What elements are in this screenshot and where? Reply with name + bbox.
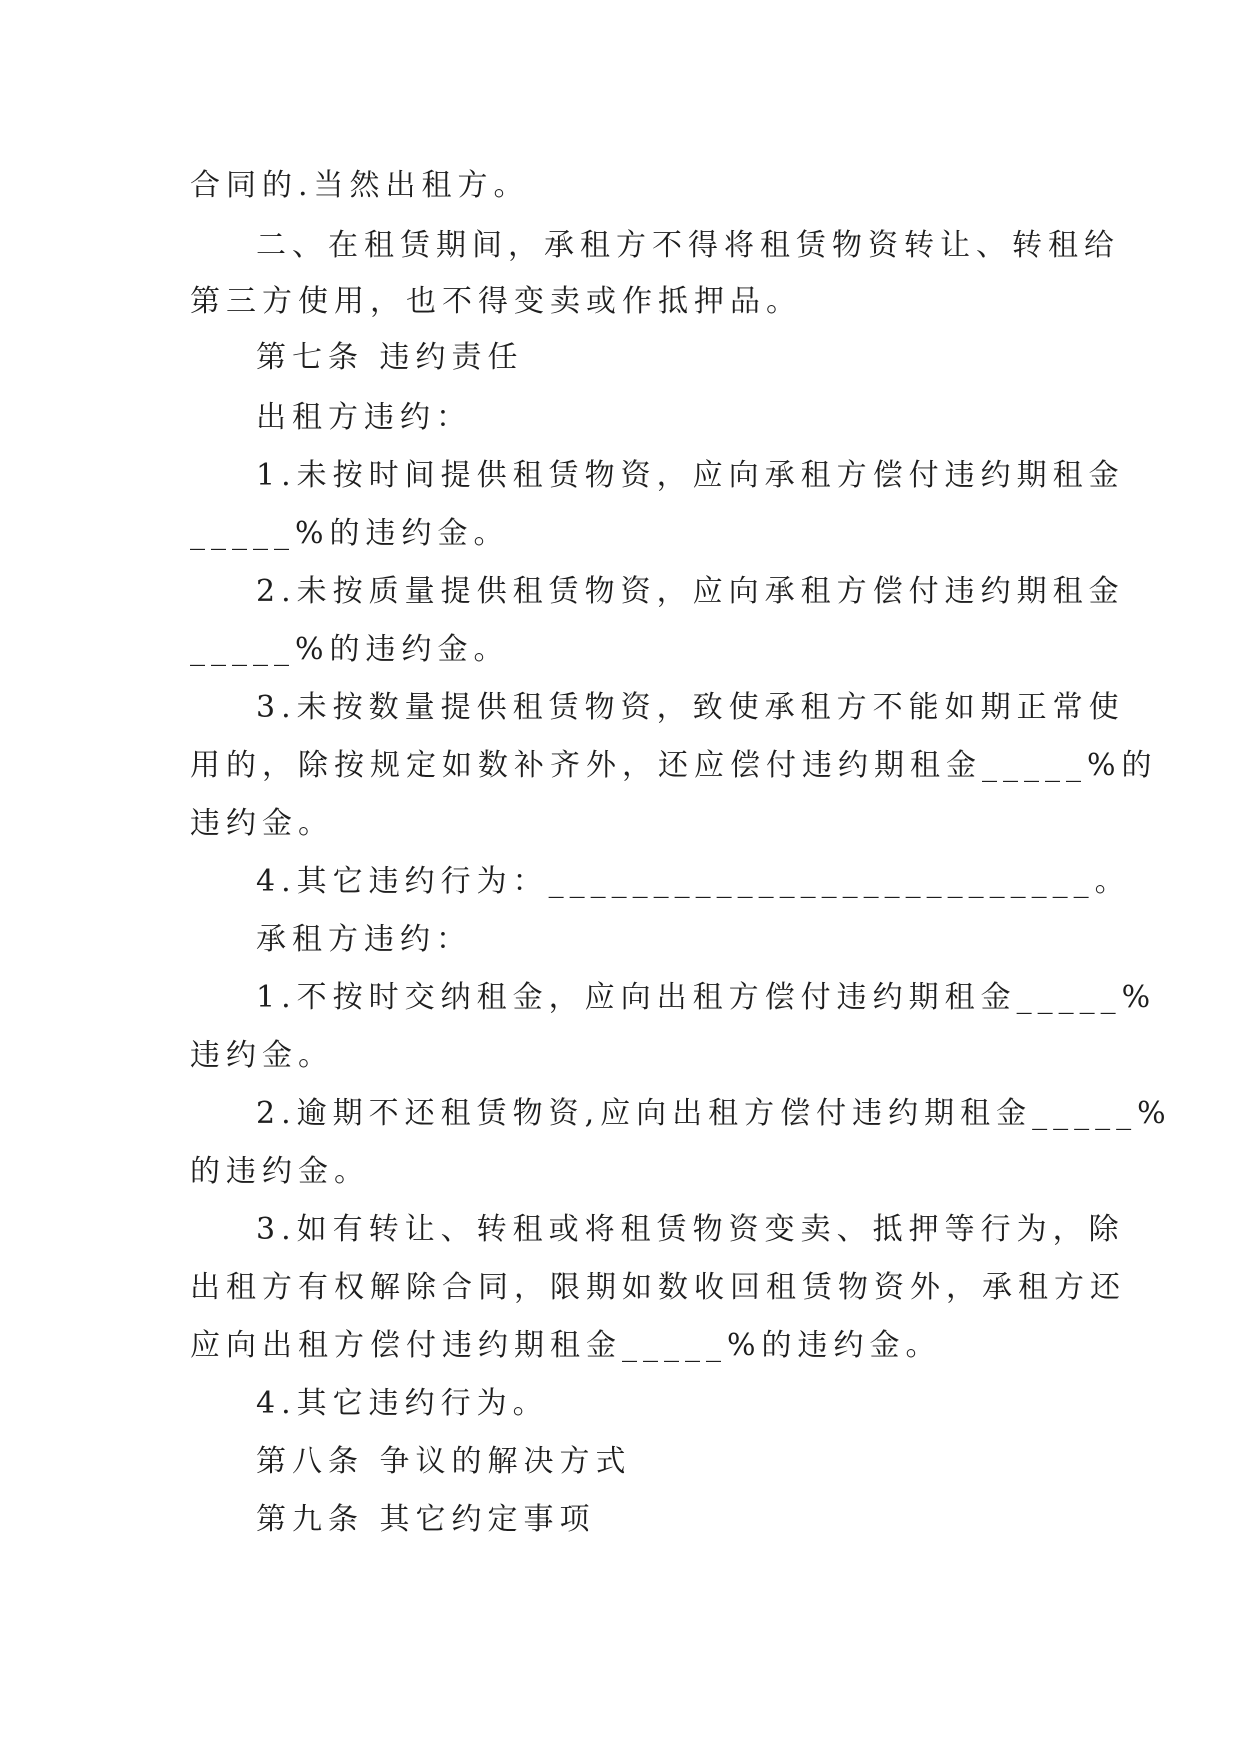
section-heading: 第八条 争议的解决方式	[256, 1444, 632, 1479]
text-line: 2.逾期不还租赁物资,应向出租方偿付违约期租金_____%	[256, 1096, 1172, 1131]
section-heading: 第九条 其它约定事项	[256, 1502, 596, 1537]
text-line: 第三方使用，也不得变卖或作抵押品。	[190, 284, 802, 319]
text-line: 的违约金。	[190, 1154, 370, 1189]
text-line: 出租方有权解除合同，限期如数收回租赁物资外，承租方还	[190, 1270, 1126, 1305]
subsection-heading: 承租方违约：	[256, 922, 472, 957]
text-line: 用的，除按规定如数补齐外，还应偿付违约期租金_____%的	[190, 748, 1158, 783]
text-line: _____%的违约金。	[190, 632, 510, 667]
text-line: 合同的.当然出租方。	[190, 168, 530, 203]
text-line: 二、在租赁期间，承租方不得将租赁物资转让、转租给	[256, 228, 1120, 263]
text-line: 违约金。	[190, 1038, 334, 1073]
text-line: 1.不按时交纳租金，应向出租方偿付违约期租金_____%	[256, 980, 1157, 1015]
text-line: 1.未按时间提供租赁物资，应向承租方偿付违约期租金	[256, 458, 1125, 493]
text-line: 违约金。	[190, 806, 334, 841]
text-line: 3.如有转让、转租或将租赁物资变卖、抵押等行为，除	[256, 1212, 1125, 1247]
subsection-heading: 出租方违约：	[256, 400, 472, 435]
text-line: 4.其它违约行为。	[256, 1386, 549, 1421]
section-heading: 第七条 违约责任	[256, 340, 524, 375]
text-line: _____%的违约金。	[190, 516, 510, 551]
text-line: 3.未按数量提供租赁物资，致使承租方不能如期正常使	[256, 690, 1125, 725]
text-line: 应向出租方偿付违约期租金_____%的违约金。	[190, 1328, 942, 1363]
text-line: 4.其它违约行为：__________________________。	[256, 864, 1131, 899]
text-line: 2.未按质量提供租赁物资，应向承租方偿付违约期租金	[256, 574, 1125, 609]
